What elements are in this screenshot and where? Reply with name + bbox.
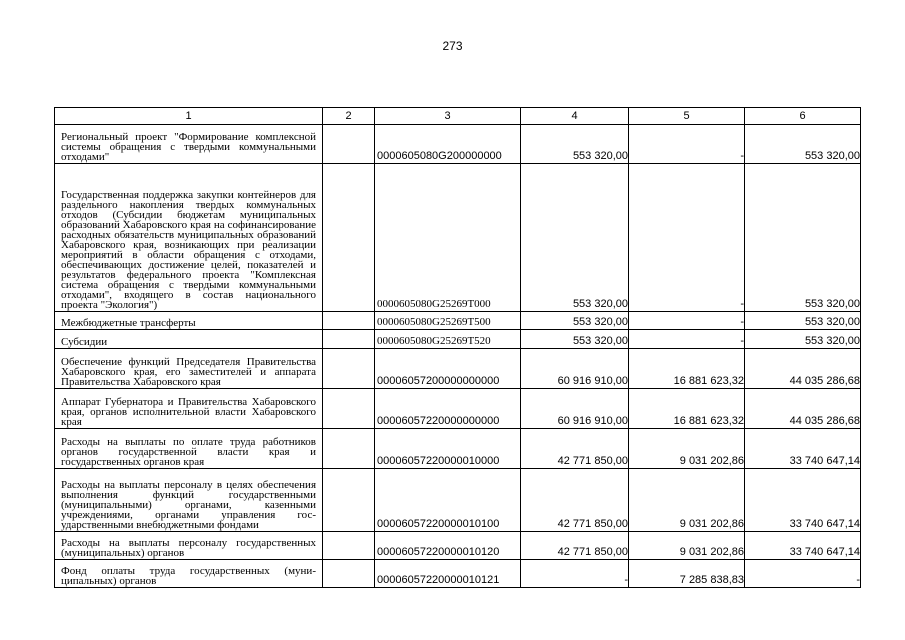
row-code: 0000605080G25269Т520 [375, 330, 521, 349]
row-code: 0000605080G25269Т000 [375, 164, 521, 312]
table-row [55, 429, 861, 469]
row-code: 0000605080G25269Т500 [375, 312, 521, 330]
table-row [55, 560, 861, 588]
header-row [55, 108, 861, 125]
row-col2 [323, 429, 375, 469]
row-col6: 553 320,00 [745, 330, 861, 349]
row-col4: 553 320,00 [521, 125, 629, 164]
row-code: 00006057220000000000 [375, 389, 521, 429]
row-col4: 60 916 910,00 [521, 389, 629, 429]
row-col4: 553 320,00 [521, 164, 629, 312]
row-col2 [323, 125, 375, 164]
table-row [55, 469, 861, 532]
row-col4: 553 320,00 [521, 312, 629, 330]
page-number: 273 [442, 39, 463, 53]
header-col-4: 4 [521, 108, 629, 125]
row-col2 [323, 532, 375, 560]
table-row [55, 349, 861, 389]
table-row [55, 532, 861, 560]
row-col4: 42 771 850,00 [521, 469, 629, 532]
row-col6: 553 320,00 [745, 164, 861, 312]
row-name: Государственная поддержка закупки контейнеров для раздельного накопления твердых коммунальных отходов (Субсидии бюджетам муниципальных образований Хабаровского края на софинансирование расходных обязательств муниципальных образований Хабаровского края, возникающих при реализации мероприятий в области обращения с отходами, обеспечивающих достижение целей, показателей и результатов федерального проекта "Комплексная система обращения с твердыми коммунальными отходами", входящего в состав национального проекта "Экология") [55, 164, 323, 312]
row-col5: - [629, 164, 745, 312]
row-col6: 33 740 647,14 [745, 429, 861, 469]
table-row [55, 312, 861, 330]
header-col-6: 6 [745, 108, 861, 125]
row-col2 [323, 349, 375, 389]
row-col6: 553 320,00 [745, 312, 861, 330]
row-col4: 60 916 910,00 [521, 349, 629, 389]
row-col6: 44 035 286,68 [745, 389, 861, 429]
row-name: Фонд оплаты труда государственных (муниципальных) органов [55, 560, 323, 588]
row-col4: - [521, 560, 629, 588]
row-col2 [323, 330, 375, 349]
header-col-3: 3 [375, 108, 521, 125]
row-col5: 16 881 623,32 [629, 349, 745, 389]
row-col5: - [629, 330, 745, 349]
row-name: Межбюджетные трансферты [55, 312, 323, 330]
row-col6: 44 035 286,68 [745, 349, 861, 389]
row-col4: 42 771 850,00 [521, 429, 629, 469]
row-name: Расходы на выплаты по оплате труда работников органов государственной власти края и государственных органов края [55, 429, 323, 469]
row-name: Расходы на выплаты персоналу в целях обеспечения выполнения функций государственными (муниципальными) органами, казенными учреждениями, органами управления государственными внебюджетными фондами [55, 469, 323, 532]
row-col6: - [745, 560, 861, 588]
header-col-2: 2 [323, 108, 375, 125]
row-col2 [323, 164, 375, 312]
header-col-1: 1 [55, 108, 323, 125]
row-code: 00006057220000010000 [375, 429, 521, 469]
row-name: Субсидии [55, 330, 323, 349]
table-row [55, 125, 861, 164]
table-row [55, 330, 861, 349]
row-col5: 7 285 838,83 [629, 560, 745, 588]
header-col-5: 5 [629, 108, 745, 125]
row-code: 00006057200000000000 [375, 349, 521, 389]
row-code: 00006057220000010120 [375, 532, 521, 560]
row-col5: 9 031 202,86 [629, 532, 745, 560]
row-col5: 16 881 623,32 [629, 389, 745, 429]
row-col2 [323, 560, 375, 588]
table-row [55, 389, 861, 429]
row-col2 [323, 469, 375, 532]
row-col2 [323, 389, 375, 429]
row-col6: 33 740 647,14 [745, 469, 861, 532]
row-code: 00006057220000010121 [375, 560, 521, 588]
row-name: Региональный проект "Формирование комплексной системы обращения с твердыми коммунальными отходами" [55, 125, 323, 164]
budget-table [54, 107, 861, 588]
row-col6: 33 740 647,14 [745, 532, 861, 560]
row-col5: - [629, 312, 745, 330]
row-col5: 9 031 202,86 [629, 429, 745, 469]
row-code: 00006057220000010100 [375, 469, 521, 532]
row-col4: 553 320,00 [521, 330, 629, 349]
table-row [55, 164, 861, 312]
row-col2 [323, 312, 375, 330]
row-col5: 9 031 202,86 [629, 469, 745, 532]
row-col5: - [629, 125, 745, 164]
row-code: 0000605080G200000000 [375, 125, 521, 164]
row-name: Обеспечение функций Председателя Правительства Хабаровского края, его заместителей и аппарата Правительства Хабаровского края [55, 349, 323, 389]
row-col6: 553 320,00 [745, 125, 861, 164]
row-name: Аппарат Губернатора и Правительства Хабаровского края, органов исполнительной власти Хабаровского края [55, 389, 323, 429]
row-col4: 42 771 850,00 [521, 532, 629, 560]
row-name: Расходы на выплаты персоналу государственных (муниципальных) органов [55, 532, 323, 560]
